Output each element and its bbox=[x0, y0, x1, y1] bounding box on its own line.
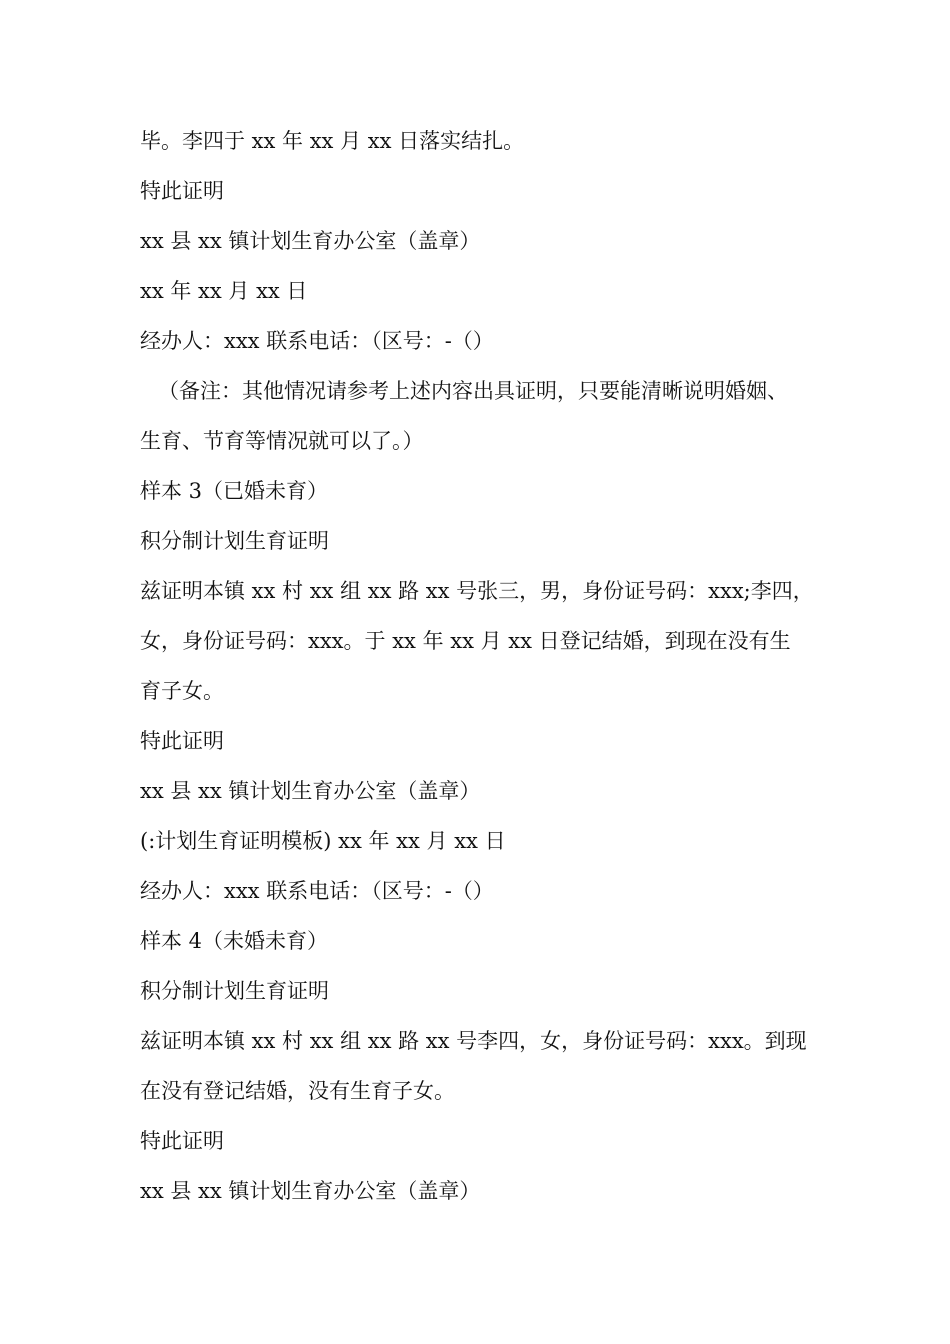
document-body bbox=[140, 116, 820, 1216]
paragraph-line-22: xx 县 xx 镇计划生育办公室（盖章） bbox=[140, 1179, 481, 1203]
paragraph-line-9: 积分制计划生育证明 bbox=[140, 529, 329, 553]
paragraph-line-10: 兹证明本镇 xx 村 xx 组 xx 路 xx 号张三，男，身份证号码：xxx;李四， bbox=[140, 579, 814, 603]
paragraph-line-21: 特此证明 bbox=[140, 1129, 224, 1153]
paragraph-line-14: xx 县 xx 镇计划生育办公室（盖章） bbox=[140, 779, 481, 803]
paragraph-line-7: 生育、节育等情况就可以了。） bbox=[140, 429, 424, 453]
paragraph-line-19: 兹证明本镇 xx 村 xx 组 xx 路 xx 号李四，女，身份证号码：xxx。到现 bbox=[140, 1029, 807, 1053]
paragraph-line-15: (:计划生育证明模板) xx 年 xx 月 xx 日 bbox=[140, 829, 506, 853]
paragraph-line-5: 经办人：xxx 联系电话：（区号：-（） bbox=[140, 329, 494, 353]
paragraph-line-4: xx 年 xx 月 xx 日 bbox=[140, 279, 308, 303]
paragraph-line-1: 毕。李四于 xx 年 xx 月 xx 日落实结扎。 bbox=[140, 129, 525, 153]
paragraph-line-20: 在没有登记结婚，没有生育子女。 bbox=[140, 1079, 455, 1103]
paragraph-line-8: 样本 3（已婚未育） bbox=[140, 479, 329, 503]
paragraph-line-13: 特此证明 bbox=[140, 729, 224, 753]
paragraph-line-3: xx 县 xx 镇计划生育办公室（盖章） bbox=[140, 229, 481, 253]
paragraph-line-6: （备注：其他情况请参考上述内容出具证明，只要能清晰说明婚姻、 bbox=[158, 379, 788, 403]
paragraph-line-18: 积分制计划生育证明 bbox=[140, 979, 329, 1003]
paragraph-line-16: 经办人：xxx 联系电话：（区号：-（） bbox=[140, 879, 494, 903]
paragraph-line-17: 样本 4（未婚未育） bbox=[140, 929, 329, 953]
paragraph-line-2: 特此证明 bbox=[140, 179, 224, 203]
paragraph-line-12: 育子女。 bbox=[140, 679, 224, 703]
paragraph-line-11: 女，身份证号码：xxx。于 xx 年 xx 月 xx 日登记结婚，到现在没有生 bbox=[140, 629, 791, 653]
